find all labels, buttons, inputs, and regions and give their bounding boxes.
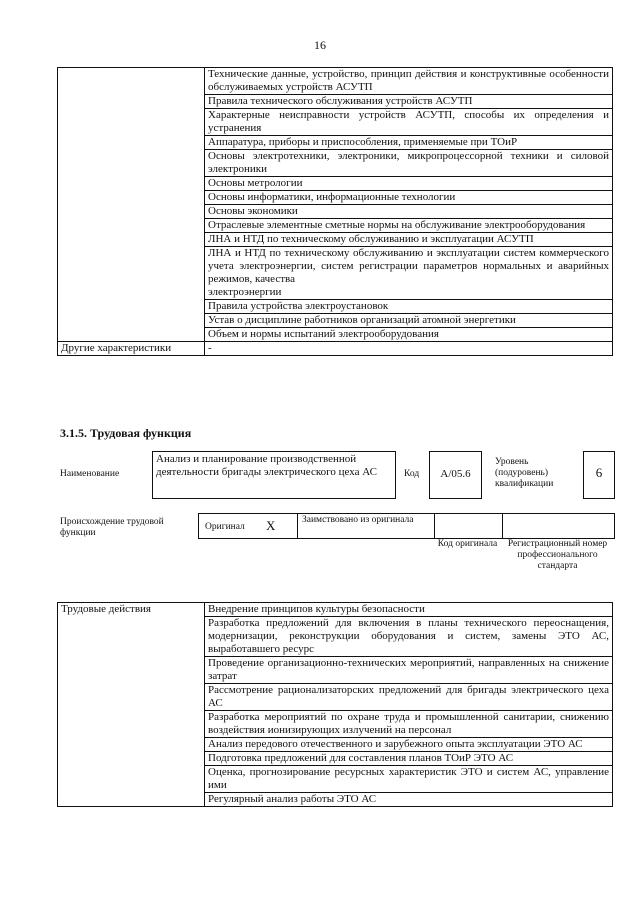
actions-label: Трудовые действия (58, 603, 205, 807)
original-box (198, 513, 298, 539)
knowledge-item: Технические данные, устройство, принцип действия и конструктивные особенности обслуживаемых устройств АСУТП (205, 68, 613, 95)
code-value-box (429, 451, 482, 499)
knowledge-item: Характерные неисправности устройств АСУТП, способы их определения и устранения (205, 109, 613, 136)
code-original-label: Код оригинала (437, 539, 498, 549)
knowledge-item: Правила устройства электроустановок (205, 300, 613, 314)
original-mark: X (266, 518, 276, 533)
knowledge-item: Объем и нормы испытаний электрооборудования (205, 328, 613, 342)
action-item: Анализ передового отечественного и зарубежного опыта эксплуатации ЭТО АС (205, 738, 613, 752)
knowledge-item: Основы метрологии (205, 177, 613, 191)
name-value-box (152, 451, 396, 499)
origin-label: Происхождение трудовой функции (60, 517, 164, 538)
level-value: 6 (595, 465, 603, 480)
borrowed-label: Заимствовано из оригинала (302, 515, 414, 525)
action-item: Подготовка предложений для составления планов ТОиР ЭТО АС (205, 752, 613, 766)
name-value: Анализ и планирование производственной деятельности бригады электрического цеха АС (156, 453, 377, 478)
knowledge-item: Основы электротехники, электроники, микропроцессорной техники и силовой электроники (205, 150, 613, 177)
knowledge-item-tail: электроэнергии (208, 286, 282, 298)
knowledge-item: Основы информатики, информационные технологии (205, 191, 613, 205)
action-item: Разработка мероприятий по охране труда и промышленной санитарии, снижению воздействия ионизирующих излучений на персонал (205, 711, 613, 738)
actions-table (57, 602, 613, 807)
page-number: 16 (314, 38, 326, 52)
knowledge-item: Устав о дисциплине работников организаций атомной энергетики (205, 314, 613, 328)
action-item: Регулярный анализ работы ЭТО АС (205, 793, 613, 807)
action-item: Рассмотрение рационализаторских предложений для бригады электрического цеха АС (205, 684, 613, 711)
action-item: Разработка предложений для включения в планы технического переоснащения, модернизации, реконструкции оборудования и систем, замены ЭТО АС, выработавшего ресурс (205, 617, 613, 657)
code-label: Код (404, 469, 420, 479)
borrowed-box (297, 513, 435, 539)
reg-number-box (502, 513, 615, 539)
other-label: Другие характеристики (58, 342, 205, 356)
action-item: Внедрение принципов культуры безопасности (205, 603, 613, 617)
level-value-box (583, 451, 615, 499)
reg-number-label: Регистрационный номер профессионального стандарта (507, 539, 608, 571)
knowledge-table (57, 67, 613, 356)
name-label: Наименование (60, 469, 120, 479)
knowledge-item: Правила технического обслуживания устройств АСУТП (205, 95, 613, 109)
original-label: Оригинал (205, 522, 245, 532)
level-label: Уровень (подуровень) квалификации (495, 457, 554, 489)
code-value: A/05.6 (440, 468, 471, 480)
knowledge-item-text: ЛНА и НТД по техническому обслуживанию и эксплуатации систем коммерческого учета электроэнергии, систем регистрации параметров нормальных и аварийных режимов, качества (208, 247, 609, 285)
knowledge-item: ЛНА и НТД по техническому обслуживанию и эксплуатации АСУТП (205, 233, 613, 247)
knowledge-item: Аппаратура, приборы и приспособления, применяемые при ТОиР (205, 136, 613, 150)
action-item: Оценка, прогнозирование ресурсных характеристик ЭТО и систем АС, управление ими (205, 766, 613, 793)
knowledge-item (205, 247, 613, 300)
knowledge-item: Отраслевые элементные сметные нормы на обслуживание электрооборудования (205, 219, 613, 233)
action-item: Проведение организационно-технических мероприятий, направленных на снижение затрат (205, 657, 613, 684)
knowledge-item: Основы экономики (205, 205, 613, 219)
knowledge-label-cell (58, 68, 205, 342)
section-title: 3.1.5. Трудовая функция (60, 426, 192, 440)
other-value: - (205, 342, 613, 356)
code-original-box (434, 513, 503, 539)
